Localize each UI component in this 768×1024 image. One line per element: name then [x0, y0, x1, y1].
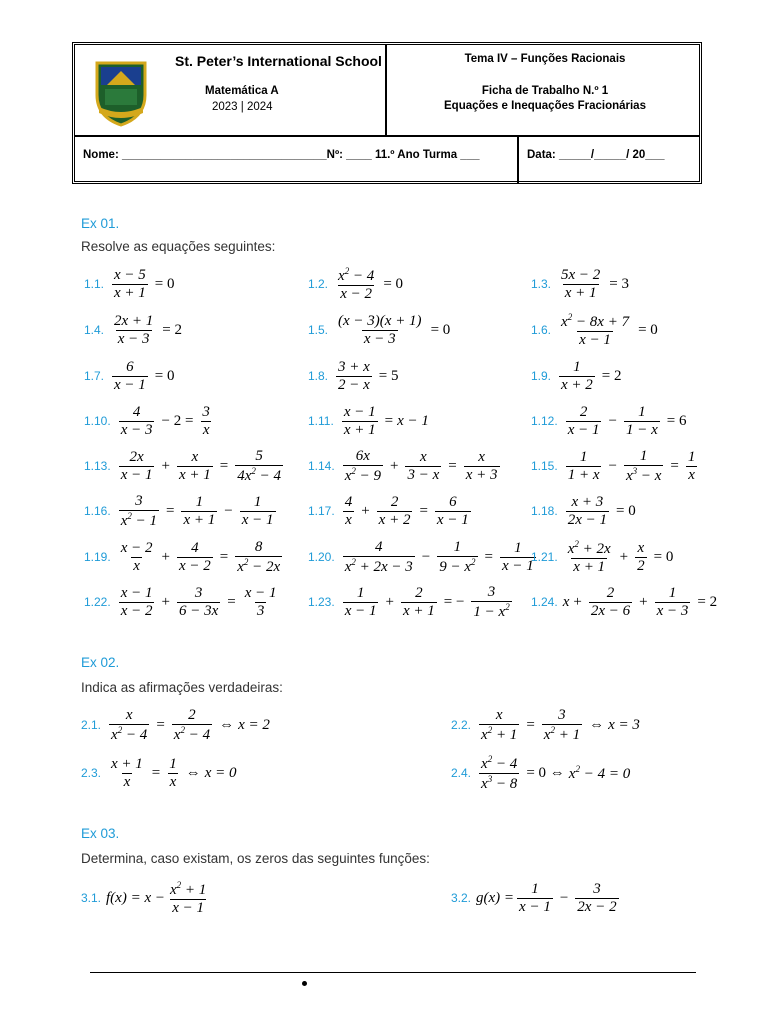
equation-1-9: 1.9. $\frac{1}{x + 2}$ = 2: [531, 358, 622, 393]
equation-1-14: 1.14. $\frac{6x}{x^2 - 9}$ + $\frac{x}{3 - x}$ = $\frac{x}{x + 3}$: [308, 447, 498, 484]
equation-1-22: 1.22. $\frac{x - 1}{x - 2}$ + $\frac{3}{6 - 3x}$ = $\frac{x - 1}{3}$: [84, 584, 277, 619]
equation-1-7: 1.7. $\frac{6}{x - 1}$ = 0: [84, 358, 175, 393]
equation-1-8: 1.8. $\frac{3 + x}{2 - x}$ = 5: [308, 358, 399, 393]
exercise-3-instruction: Determina, caso existam, os zeros das seguintes funções:: [81, 851, 430, 866]
exercise-1-title: Ex 01.: [81, 216, 120, 231]
function-3-1: 3.1. f(x) = x − $\frac{x^2 + 1}{x - 1}$: [81, 879, 207, 916]
equation-1-3: 1.3. $\frac{5x - 2}{x + 1}$ = 3: [531, 266, 630, 301]
equation-1-2: 1.2. $\frac{x^2 - 4}{x - 2}$ = 0: [308, 265, 404, 302]
equation-1-13: 1.13. $\frac{2x}{x - 1}$ + $\frac{x}{x + 1}$ = $\frac{5}{4x^2 - 4}$: [84, 447, 281, 484]
page-bullet: [302, 981, 307, 986]
exercise-2-title: Ex 02.: [81, 655, 120, 670]
equation-1-18: 1.18. $\frac{x + 3}{2x - 1}$ = 0: [531, 493, 636, 528]
equation-1-23: 1.23. $\frac{1}{x - 1}$ + $\frac{2}{x + 1}$ = − $\frac{3}{1 - x^2}$: [308, 583, 510, 620]
equation-1-19: 1.19. $\frac{x - 2}{x}$ + $\frac{4}{x - 2}$ = $\frac{8}{x^2 - 2x}$: [84, 538, 281, 575]
school-crest-logo: [91, 55, 151, 127]
header-box: [72, 42, 702, 184]
equation-1-20: 1.20. $\frac{4}{x^2 + 2x - 3}$ − $\frac{1}{9 - x^2}$ = $\frac{1}{x - 1}$: [308, 538, 534, 575]
equation-1-24: 1.24. x + $\frac{2}{2x - 6}$ + $\frac{1}{x - 3}$ = 2: [531, 584, 718, 619]
subject: Matemática A: [205, 85, 279, 97]
equation-1-17: 1.17. $\frac{4}{x}$ + $\frac{2}{x + 2}$ = $\frac{6}{x - 1}$: [308, 493, 469, 528]
statement-2-1: 2.1. $\frac{x}{x^2 - 4}$ = $\frac{2}{x^2 - 4}$ ⇔ x = 2: [81, 706, 270, 743]
statement-2-4: 2.4. $\frac{x^2 - 4}{x^3 - 8}$ = 0 ⇔ $x^2 - 4 = 0$: [451, 753, 631, 792]
exercise-1-instruction: Resolve as equações seguintes:: [81, 239, 276, 254]
school-name: St. Peter’s International School: [175, 53, 382, 69]
footer-rule: [90, 972, 696, 973]
equation-1-11: 1.11. $\frac{x - 1}{x + 1}$ = x − 1: [308, 403, 429, 438]
divider: [75, 135, 699, 137]
exercise-3-title: Ex 03.: [81, 826, 120, 841]
equation-1-1: 1.1. $\frac{x - 5}{x + 1}$ = 0: [84, 266, 175, 301]
statement-2-2: 2.2. $\frac{x}{x^2 + 1}$ = $\frac{3}{x^2 + 1}$ ⇔ x = 3: [451, 706, 640, 743]
theme: Tema IV – Funções Racionais: [464, 53, 626, 65]
school-year: 2023 | 2024: [212, 101, 273, 113]
equation-1-10: 1.10. $\frac{4}{x - 3}$ − 2 = $\frac{3}{x}$: [84, 403, 210, 438]
exercise-2-instruction: Indica as afirmações verdadeiras:: [81, 680, 283, 695]
equation-1-16: 1.16. $\frac{3}{x^2 - 1}$ = $\frac{1}{x + 1}$ − $\frac{1}{x - 1}$: [84, 492, 274, 529]
equation-1-5: 1.5. $\frac{(x - 3)(x + 1)}{x - 3}$ = 0: [308, 312, 451, 347]
equation-1-15: 1.15. $\frac{1}{1 + x}$ − $\frac{1}{x^3 - x}$ = $\frac{1}{x}$: [531, 447, 696, 484]
equation-1-6: 1.6. $\frac{x^2 - 8x + 7}{x - 1}$ = 0: [531, 311, 658, 348]
equation-1-21: 1.21. $\frac{x^2 + 2x}{x + 1}$ + $\frac{x}{2}$ = 0: [531, 538, 674, 575]
date-field-line: Data: _____/_____/ 20___: [527, 149, 665, 161]
worksheet-topic: Equações e Inequações Fracionárias: [444, 100, 646, 112]
equation-1-4: 1.4. $\frac{2x + 1}{x - 3}$ = 2: [84, 312, 183, 347]
statement-2-3: 2.3. $\frac{x + 1}{x}$ = $\frac{1}{x}$ ⇔ x = 0: [81, 755, 237, 790]
equation-1-12: 1.12. $\frac{2}{x - 1}$ − $\frac{1}{1 - x}$ = 6: [531, 403, 687, 438]
divider: [517, 135, 519, 183]
function-3-2: 3.2. g(x) = $\frac{1}{x - 1}$ − $\frac{3}{2x - 2}$: [451, 880, 617, 915]
name-field-line: Nome: ________________________________Nº: ____ 11.º Ano Turma ___: [83, 149, 480, 161]
worksheet-title: Ficha de Trabalho N.º 1: [481, 85, 609, 97]
